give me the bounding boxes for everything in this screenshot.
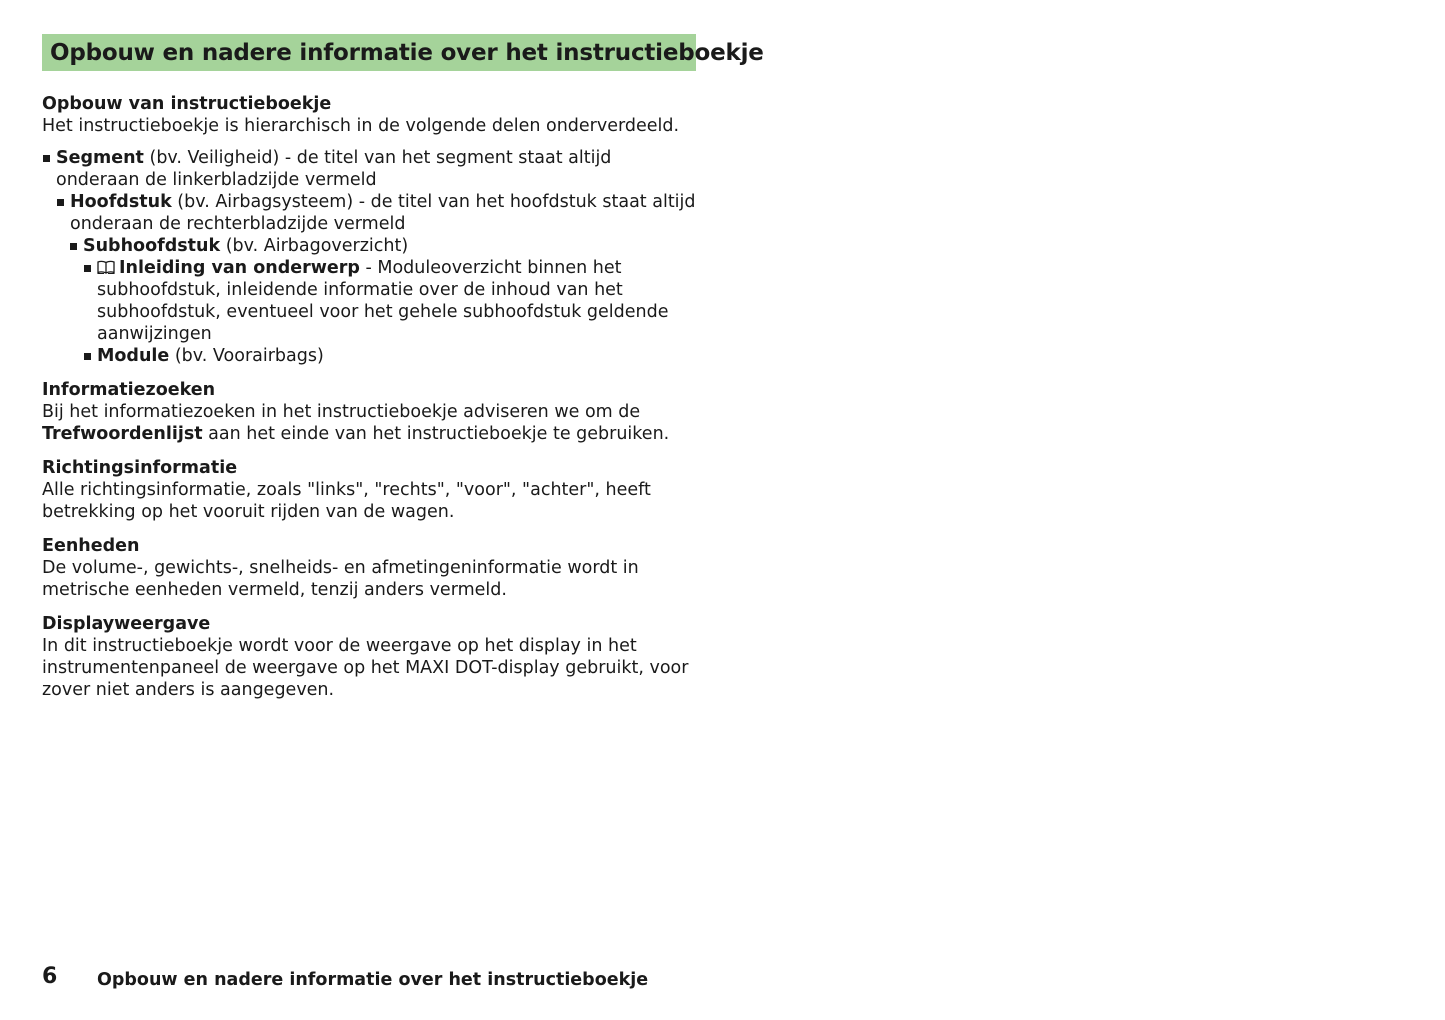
item-text-topic-intro: - Moduleoverzicht binnen het subhoofdstuk, inleidende informatie over de inhoud van het subhoofdstuk, eventueel voor het gehele subhoofdstuk geldende aanwijzingen (97, 258, 669, 344)
units-text: De volume-, gewichts-, snelheids- en afmetingeninformatie wordt in metrische eenheden vermeld, tenzij anders vermeld. (42, 558, 639, 600)
list-item-chapter (42, 191, 696, 235)
item-text-segment: (bv. Veiligheid) - de titel van het segment staat altijd onderaan de linkerbladzijde vermeld (56, 148, 612, 190)
term-chapter: Hoofdstuk (70, 192, 172, 212)
section-heading-direction: Richtingsinformatie (42, 458, 238, 478)
term-segment: Segment (56, 148, 144, 168)
list-item-subchapter (42, 235, 696, 257)
item-text-chapter: (bv. Airbagsysteem) - de titel van het hoofdstuk staat altijd onderaan de rechterbladzijde vermeld (70, 192, 696, 234)
list-item-module (42, 345, 696, 367)
page-title: Opbouw en nadere informatie over het instructieboekje (50, 39, 764, 66)
section-display (42, 613, 696, 701)
structure-intro: Het instructieboekje is hierarchisch in de volgende delen onderverdeeld. (42, 116, 680, 136)
page-number: 6 (42, 964, 58, 989)
structure-list (42, 147, 696, 367)
section-structure (42, 93, 696, 367)
section-direction (42, 457, 696, 523)
direction-text: Alle richtingsinformatie, zoals "links", "rechts", "voor", "achter", heeft betrekking op het vooruit rijden van de wagen. (42, 480, 651, 522)
list-item-segment (42, 147, 696, 191)
footer-title: Opbouw en nadere informatie over het instructieboekje (97, 970, 649, 990)
item-text-subchapter: (bv. Airbagoverzicht) (220, 236, 409, 256)
section-heading-units: Eenheden (42, 536, 140, 556)
section-heading-search: Informatiezoeken (42, 380, 216, 400)
page-content (42, 34, 764, 701)
page-footer (42, 966, 742, 996)
search-text-before: Bij het informatiezoeken in het instructieboekje adviseren we om de (42, 402, 641, 422)
term-subchapter: Subhoofdstuk (83, 236, 221, 256)
section-heading-structure: Opbouw van instructieboekje (42, 94, 332, 114)
book-icon (97, 260, 115, 274)
search-keyword: Trefwoordenlijst (42, 424, 203, 444)
search-text-after: aan het einde van het instructieboekje te gebruiken. (202, 424, 670, 444)
section-units (42, 535, 696, 601)
section-heading-display: Displayweergave (42, 614, 211, 634)
section-search (42, 379, 696, 445)
title-band (42, 34, 764, 71)
item-text-module: (bv. Voorairbags) (169, 346, 324, 366)
term-topic-intro: Inleiding van onderwerp (119, 258, 360, 278)
search-text (42, 401, 696, 445)
list-item-topic-intro (42, 257, 696, 345)
term-module: Module (97, 346, 170, 366)
display-text: In dit instructieboekje wordt voor de weergave op het display in het instrumentenpaneel de weergave op het MAXI DOT-display gebruikt, voor zover niet anders is aangegeven. (42, 636, 689, 700)
